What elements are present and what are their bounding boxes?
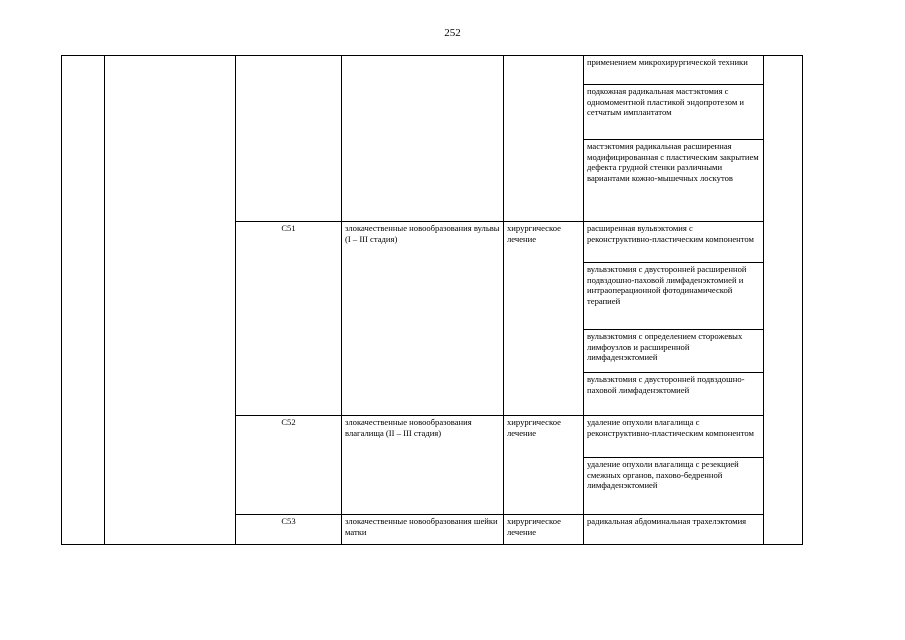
cell-code: C52 [236, 416, 342, 515]
cell-col7 [764, 56, 803, 545]
cell-method: вульвэктомия с двусторонней подвздошно-паховой лимфаденэктомией [584, 373, 764, 416]
cell-code: C53 [236, 515, 342, 545]
cell-treatment [504, 56, 584, 222]
cell-method: радикальная абдоминальная трахелэктомия [584, 515, 764, 545]
cell-method: вульвэктомия с определением сторожевых лимфоузлов и расширенной лимфаденэктомией [584, 330, 764, 373]
cell-method: удаление опухоли влагалища с резекцией смежных органов, пахово-бедренной лимфаденэктомией [584, 458, 764, 515]
cell-code: C51 [236, 222, 342, 416]
cell-method: удаление опухоли влагалища с реконструктивно-пластическим компонентом [584, 416, 764, 458]
page-number: 252 [444, 27, 461, 39]
cell-code [236, 56, 342, 222]
services-table [61, 55, 803, 545]
cell-model: злокачественные новообразования шейки матки [342, 515, 504, 545]
cell-model: злокачественные новообразования вульвы (I – III стадия) [342, 222, 504, 416]
cell-method: подкожная радикальная мастэктомия с одномоментной пластикой эндопротезом и сетчатым имплантатом [584, 85, 764, 140]
cell-treatment: хирургическое лечение [504, 222, 584, 416]
table-row [62, 56, 803, 85]
cell-treatment: хирургическое лечение [504, 416, 584, 515]
cell-model [342, 56, 504, 222]
cell-method: применением микрохирургической техники [584, 56, 764, 85]
cell-method: мастэктомия радикальная расширенная модифицированная с пластическим закрытием дефекта грудной стенки различными вариантами кожно-мышечных лоскутов [584, 140, 764, 222]
cell-model: злокачественные новообразования влагалища (II – III стадия) [342, 416, 504, 515]
cell-treatment: хирургическое лечение [504, 515, 584, 545]
cell-method: расширенная вульвэктомия с реконструктивно-пластическим компонентом [584, 222, 764, 263]
cell-col1 [62, 56, 105, 545]
cell-col2 [105, 56, 236, 545]
cell-method: вульвэктомия с двусторонней расширенной подвздошно-паховой лимфаденэктомией и интраоперационной фотодинамической терапией [584, 263, 764, 330]
